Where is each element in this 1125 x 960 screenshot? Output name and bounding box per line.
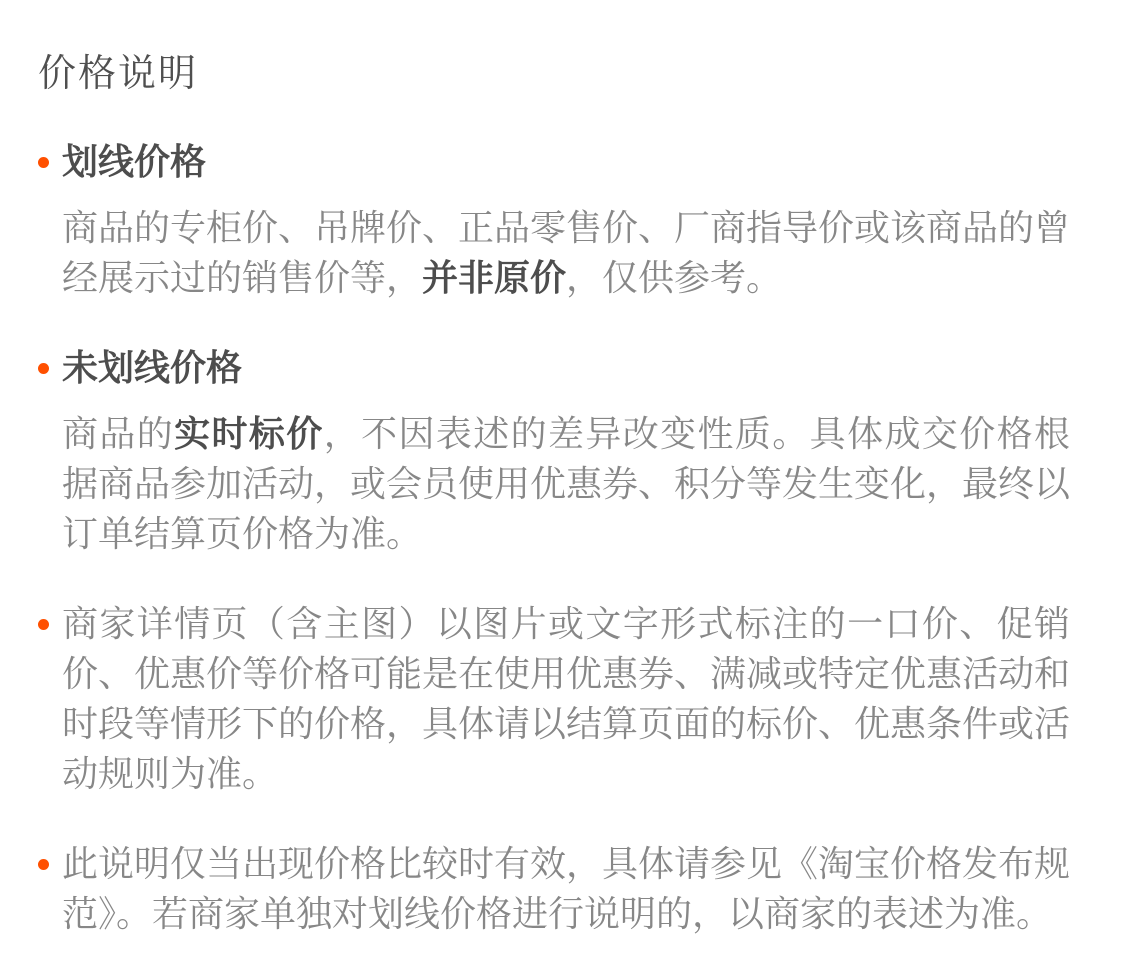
emphasis-text: 并非原价 [422,257,567,299]
section-paragraph [62,599,1070,799]
price-notice-list [38,137,1070,939]
list-item [38,599,1070,799]
body-text: 商品的专柜价、吊牌价、正品零售价、厂商指导价或该商品的曾经展示过的销售价等， [62,207,1071,299]
body-text: ，不因表述的差异改变性质。具体成交价格根据商品参加活动，或会员使用优惠券、积分等发生变化，最终以订单结算页价格为准。 [62,413,1071,555]
list-item [38,343,1070,559]
page-title: 价格说明 [38,53,199,95]
list-item [38,137,1070,303]
section-paragraph [62,203,1070,303]
body-text: ，仅供参考。 [566,257,783,299]
bullet-dot-icon [38,157,49,168]
emphasis-text: 实时标价 [174,413,324,455]
body-text: 此说明仅当出现价格比较时有效，具体请参见《淘宝价格发布规范》。若商家单独对划线价格进行说明的，以商家的表述为准。 [62,843,1071,935]
section-heading: 未划线价格 [62,347,243,389]
section-paragraph [62,839,1070,939]
bullet-dot-icon [38,859,49,870]
body-text: 商品的 [62,413,175,455]
bullet-dot-icon [38,619,49,630]
section-heading: 划线价格 [62,141,207,183]
bullet-dot-icon [38,363,49,374]
body-text: 商家详情页（含主图）以图片或文字形式标注的一口价、促销价、优惠价等价格可能是在使用优惠券、满减或特定优惠活动和时段等情形下的价格，具体请以结算页面的标价、优惠条件或活动规则为准。 [62,603,1071,795]
list-item [38,839,1070,939]
section-paragraph [62,409,1070,559]
